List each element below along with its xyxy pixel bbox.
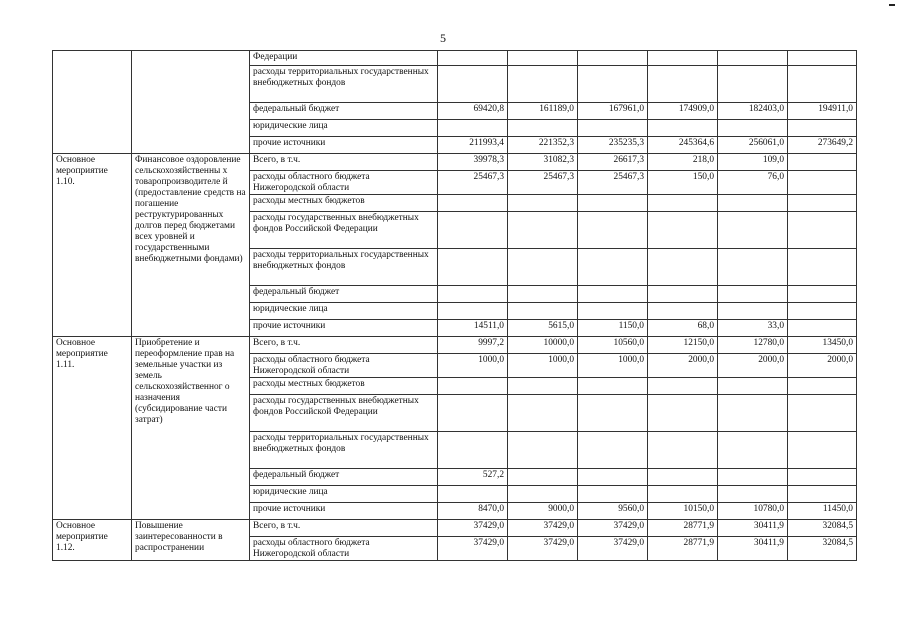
value-cell-year-1 xyxy=(438,249,508,286)
value-cell-year-3 xyxy=(578,120,648,137)
source-label-cell: расходы государственных внебюджетных фондов Российской Федерации xyxy=(250,395,438,432)
value-cell-year-6 xyxy=(788,286,857,303)
source-label-cell: расходы территориальных государственных внебюджетных фондов xyxy=(250,249,438,286)
value-cell-year-5 xyxy=(718,51,788,66)
source-label-cell: расходы государственных внебюджетных фондов Российской Федерации xyxy=(250,212,438,249)
value-cell-year-4: 28771,9 xyxy=(648,520,718,537)
value-cell-year-5 xyxy=(718,66,788,103)
value-cell-year-1: 37429,0 xyxy=(438,537,508,561)
value-cell-year-4: 150,0 xyxy=(648,171,718,195)
table-row xyxy=(53,337,857,354)
value-cell-year-6 xyxy=(788,486,857,503)
value-cell-year-4 xyxy=(648,378,718,395)
source-label-cell: расходы территориальных государственных внебюджетных фондов xyxy=(250,432,438,469)
value-cell-year-2: 31082,3 xyxy=(508,154,578,171)
value-cell-year-5 xyxy=(718,120,788,137)
value-cell-year-5: 30411,9 xyxy=(718,537,788,561)
value-cell-year-3 xyxy=(578,486,648,503)
source-label-cell: расходы местных бюджетов xyxy=(250,378,438,395)
value-cell-year-6 xyxy=(788,154,857,171)
value-cell-year-4 xyxy=(648,469,718,486)
value-cell-year-2: 10000,0 xyxy=(508,337,578,354)
value-cell-year-4 xyxy=(648,120,718,137)
source-label-cell: прочие источники xyxy=(250,503,438,520)
value-cell-year-2 xyxy=(508,432,578,469)
event-number-cell xyxy=(53,51,132,154)
source-label-cell: Всего, в т.ч. xyxy=(250,154,438,171)
value-cell-year-5: 30411,9 xyxy=(718,520,788,537)
event-name-cell: Приобретение и переоформление прав на земельные участки из земель сельскохозяйственног о назначения (субсидирование части затрат) xyxy=(132,337,250,520)
value-cell-year-4 xyxy=(648,303,718,320)
value-cell-year-2: 5615,0 xyxy=(508,320,578,337)
value-cell-year-2: 161189,0 xyxy=(508,103,578,120)
value-cell-year-1 xyxy=(438,486,508,503)
value-cell-year-2 xyxy=(508,303,578,320)
value-cell-year-5 xyxy=(718,432,788,469)
value-cell-year-3 xyxy=(578,395,648,432)
value-cell-year-5: 2000,0 xyxy=(718,354,788,378)
value-cell-year-4 xyxy=(648,212,718,249)
value-cell-year-6 xyxy=(788,378,857,395)
value-cell-year-4 xyxy=(648,486,718,503)
value-cell-year-1: 211993,4 xyxy=(438,137,508,154)
event-name-cell xyxy=(132,51,250,154)
value-cell-year-1 xyxy=(438,432,508,469)
value-cell-year-2 xyxy=(508,249,578,286)
value-cell-year-3: 167961,0 xyxy=(578,103,648,120)
value-cell-year-1 xyxy=(438,395,508,432)
value-cell-year-4 xyxy=(648,51,718,66)
source-label-cell: Федерации xyxy=(250,51,438,66)
value-cell-year-6: 273649,2 xyxy=(788,137,857,154)
value-cell-year-3 xyxy=(578,51,648,66)
page-number: 5 xyxy=(440,31,446,45)
value-cell-year-1: 14511,0 xyxy=(438,320,508,337)
value-cell-year-5: 76,0 xyxy=(718,171,788,195)
value-cell-year-6 xyxy=(788,171,857,195)
value-cell-year-4: 12150,0 xyxy=(648,337,718,354)
event-name-cell: Повышение заинтересованности в распространении xyxy=(132,520,250,561)
value-cell-year-3 xyxy=(578,303,648,320)
value-cell-year-4: 218,0 xyxy=(648,154,718,171)
source-label-cell: федеральный бюджет xyxy=(250,469,438,486)
value-cell-year-2 xyxy=(508,66,578,103)
value-cell-year-5: 256061,0 xyxy=(718,137,788,154)
value-cell-year-3 xyxy=(578,66,648,103)
value-cell-year-6 xyxy=(788,249,857,286)
value-cell-year-6: 32084,5 xyxy=(788,537,857,561)
value-cell-year-5 xyxy=(718,395,788,432)
corner-mark xyxy=(889,4,895,6)
source-label-cell: юридические лица xyxy=(250,303,438,320)
value-cell-year-6 xyxy=(788,303,857,320)
value-cell-year-2 xyxy=(508,286,578,303)
value-cell-year-2: 9000,0 xyxy=(508,503,578,520)
value-cell-year-3 xyxy=(578,286,648,303)
source-label-cell: расходы местных бюджетов xyxy=(250,195,438,212)
value-cell-year-4 xyxy=(648,395,718,432)
value-cell-year-1: 39978,3 xyxy=(438,154,508,171)
value-cell-year-3 xyxy=(578,212,648,249)
value-cell-year-2 xyxy=(508,486,578,503)
value-cell-year-4: 245364,6 xyxy=(648,137,718,154)
value-cell-year-6 xyxy=(788,432,857,469)
value-cell-year-6 xyxy=(788,120,857,137)
value-cell-year-6 xyxy=(788,66,857,103)
value-cell-year-4 xyxy=(648,66,718,103)
value-cell-year-4: 2000,0 xyxy=(648,354,718,378)
value-cell-year-6: 13450,0 xyxy=(788,337,857,354)
value-cell-year-3 xyxy=(578,469,648,486)
source-label-cell: федеральный бюджет xyxy=(250,286,438,303)
event-number-cell: Основное мероприятие 1.11. xyxy=(53,337,132,520)
table-row xyxy=(53,154,857,171)
value-cell-year-3 xyxy=(578,195,648,212)
value-cell-year-2 xyxy=(508,51,578,66)
value-cell-year-1: 8470,0 xyxy=(438,503,508,520)
value-cell-year-3: 25467,3 xyxy=(578,171,648,195)
value-cell-year-1 xyxy=(438,286,508,303)
value-cell-year-2: 221352,3 xyxy=(508,137,578,154)
source-label-cell: прочие источники xyxy=(250,320,438,337)
value-cell-year-4 xyxy=(648,286,718,303)
value-cell-year-6 xyxy=(788,395,857,432)
value-cell-year-2 xyxy=(508,469,578,486)
value-cell-year-1 xyxy=(438,120,508,137)
value-cell-year-2: 37429,0 xyxy=(508,537,578,561)
value-cell-year-5 xyxy=(718,212,788,249)
value-cell-year-4 xyxy=(648,195,718,212)
value-cell-year-4: 68,0 xyxy=(648,320,718,337)
value-cell-year-4: 10150,0 xyxy=(648,503,718,520)
funding-table xyxy=(52,50,857,561)
value-cell-year-5: 12780,0 xyxy=(718,337,788,354)
value-cell-year-5: 182403,0 xyxy=(718,103,788,120)
value-cell-year-1 xyxy=(438,195,508,212)
value-cell-year-6 xyxy=(788,320,857,337)
value-cell-year-6: 194911,0 xyxy=(788,103,857,120)
value-cell-year-5: 33,0 xyxy=(718,320,788,337)
value-cell-year-3: 235235,3 xyxy=(578,137,648,154)
source-label-cell: расходы областного бюджета Нижегородской области xyxy=(250,354,438,378)
value-cell-year-3: 9560,0 xyxy=(578,503,648,520)
value-cell-year-1: 37429,0 xyxy=(438,520,508,537)
value-cell-year-3: 37429,0 xyxy=(578,537,648,561)
value-cell-year-3 xyxy=(578,432,648,469)
value-cell-year-3: 37429,0 xyxy=(578,520,648,537)
value-cell-year-3 xyxy=(578,378,648,395)
source-label-cell: расходы областного бюджета Нижегородской области xyxy=(250,537,438,561)
value-cell-year-1: 25467,3 xyxy=(438,171,508,195)
value-cell-year-3: 1150,0 xyxy=(578,320,648,337)
value-cell-year-2 xyxy=(508,120,578,137)
event-number-cell: Основное мероприятие 1.12. xyxy=(53,520,132,561)
value-cell-year-5: 109,0 xyxy=(718,154,788,171)
value-cell-year-1: 9997,2 xyxy=(438,337,508,354)
value-cell-year-2 xyxy=(508,378,578,395)
value-cell-year-1 xyxy=(438,66,508,103)
value-cell-year-5 xyxy=(718,249,788,286)
value-cell-year-1: 1000,0 xyxy=(438,354,508,378)
source-label-cell: федеральный бюджет xyxy=(250,103,438,120)
value-cell-year-1 xyxy=(438,378,508,395)
value-cell-year-2 xyxy=(508,212,578,249)
source-label-cell: юридические лица xyxy=(250,120,438,137)
value-cell-year-4 xyxy=(648,249,718,286)
source-label-cell: расходы областного бюджета Нижегородской области xyxy=(250,171,438,195)
value-cell-year-5 xyxy=(718,286,788,303)
value-cell-year-5 xyxy=(718,469,788,486)
value-cell-year-5: 10780,0 xyxy=(718,503,788,520)
value-cell-year-2 xyxy=(508,195,578,212)
table-body xyxy=(53,51,857,561)
value-cell-year-5 xyxy=(718,195,788,212)
value-cell-year-1 xyxy=(438,303,508,320)
value-cell-year-4: 174909,0 xyxy=(648,103,718,120)
value-cell-year-1: 69420,8 xyxy=(438,103,508,120)
value-cell-year-1 xyxy=(438,51,508,66)
value-cell-year-1 xyxy=(438,212,508,249)
event-number-cell: Основное мероприятие 1.10. xyxy=(53,154,132,337)
value-cell-year-1: 527,2 xyxy=(438,469,508,486)
value-cell-year-4: 28771,9 xyxy=(648,537,718,561)
value-cell-year-3: 26617,3 xyxy=(578,154,648,171)
source-label-cell: юридические лица xyxy=(250,486,438,503)
value-cell-year-6: 2000,0 xyxy=(788,354,857,378)
value-cell-year-4 xyxy=(648,432,718,469)
source-label-cell: Всего, в т.ч. xyxy=(250,337,438,354)
value-cell-year-3: 1000,0 xyxy=(578,354,648,378)
value-cell-year-3 xyxy=(578,249,648,286)
value-cell-year-5 xyxy=(718,486,788,503)
event-name-cell: Финансовое оздоровление сельскохозяйственны х товаропроизводителе й (предоставление средств на погашение реструктурированных долгов перед бюджетами всех уровней и государственными внебюджетными фондами) xyxy=(132,154,250,337)
value-cell-year-6 xyxy=(788,469,857,486)
value-cell-year-6 xyxy=(788,212,857,249)
value-cell-year-2 xyxy=(508,395,578,432)
source-label-cell: прочие источники xyxy=(250,137,438,154)
value-cell-year-2: 1000,0 xyxy=(508,354,578,378)
source-label-cell: Всего, в т.ч. xyxy=(250,520,438,537)
table-row xyxy=(53,520,857,537)
value-cell-year-6 xyxy=(788,195,857,212)
value-cell-year-5 xyxy=(718,303,788,320)
value-cell-year-6 xyxy=(788,51,857,66)
source-label-cell: расходы территориальных государственных внебюджетных фондов xyxy=(250,66,438,103)
value-cell-year-6: 11450,0 xyxy=(788,503,857,520)
value-cell-year-2: 37429,0 xyxy=(508,520,578,537)
value-cell-year-6: 32084,5 xyxy=(788,520,857,537)
table-row xyxy=(53,51,857,66)
value-cell-year-3: 10560,0 xyxy=(578,337,648,354)
value-cell-year-2: 25467,3 xyxy=(508,171,578,195)
value-cell-year-5 xyxy=(718,378,788,395)
